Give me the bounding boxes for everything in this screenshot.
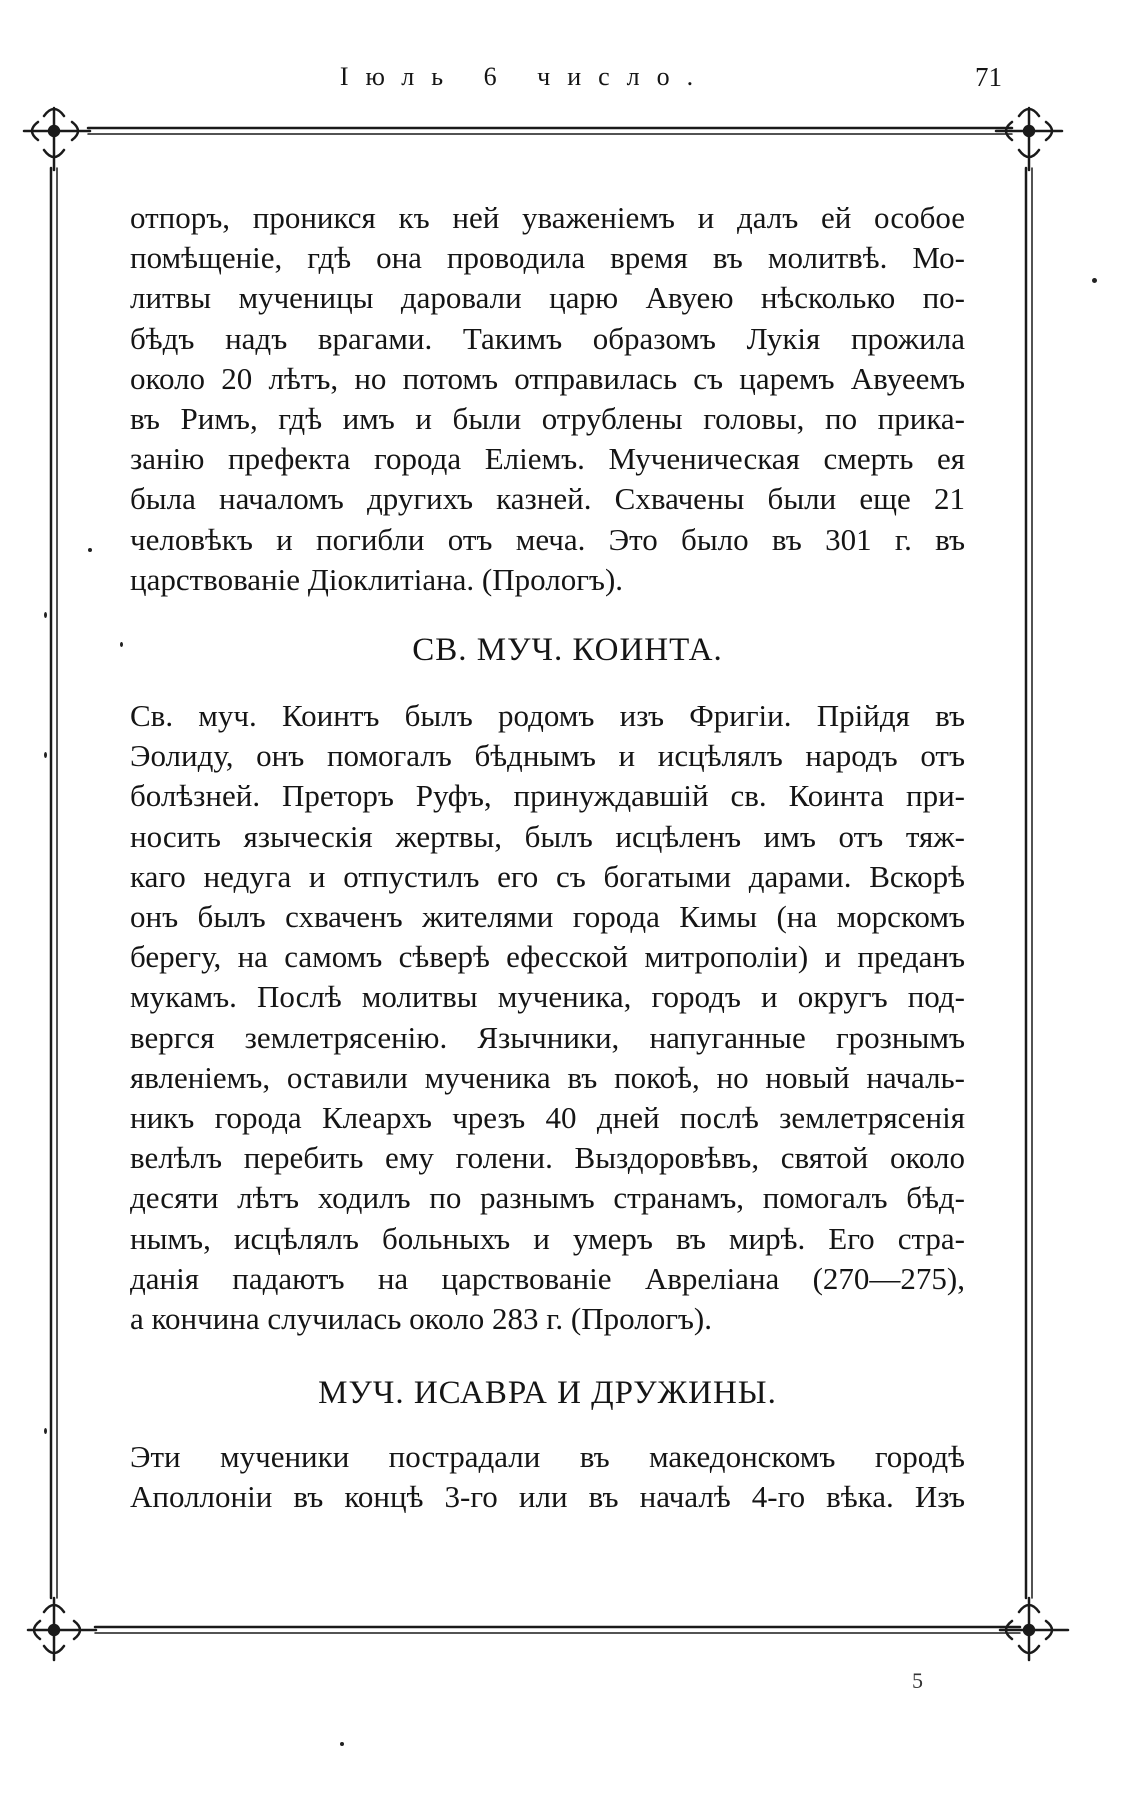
text-line: отпоръ, проникся къ ней уваженіемъ и далъ ей особое [130,200,965,235]
text-line: болѣзней. Преторъ Руфъ, принуждавшій св. Коинта при- [130,778,965,814]
text-line: помѣщеніе, гдѣ она проводила время въ молитвѣ. Мо- [130,240,965,276]
text-line: человѣкъ и погибли отъ меча. Это было въ 301 г. въ [130,521,965,557]
paragraph-lukia-ending [130,198,965,600]
text-line: занію префекта города Еліемъ. Мученическая смерть ея [130,441,965,477]
text-line: Аполлоніи въ концѣ 3-го или въ началѣ 4-го вѣка. Изъ [130,1479,965,1515]
corner-ornament-bottom-left [28,1598,96,1660]
text-line: вергся землетрясенію. Язычники, напуганные грознымъ [130,1019,965,1055]
ink-speck [44,752,47,758]
text-line: Св. муч. Коинтъ былъ родомъ изъ Фригіи. Прійдя въ [130,698,965,734]
corner-ornament-top-right [996,108,1062,170]
text-line: въ Римъ, гдѣ имъ и были отрублены головы, по прика- [130,401,965,437]
corner-ornament-bottom-right [1000,1598,1068,1660]
text-line: Эти мученики пострадали въ македонскомъ городѣ [130,1439,965,1475]
text-line: никъ города Клеархъ чрезъ 40 дней послѣ землетрясенія [130,1100,965,1136]
text-line: царствованіе Діоклитіана. (Прологъ). [130,561,624,597]
text-line: каго недуга и отпустилъ его съ богатыми дарами. Вскорѣ [130,858,965,894]
section-heading-koint: СВ. МУЧ. КОИНТА. [412,632,723,669]
ink-speck [88,548,92,552]
text-line: данія падаютъ на царствованіе Авреліана (270—275), [130,1260,965,1296]
text-line: берегу, на самомъ сѣверѣ ефесской митрополіи) и преданъ [130,939,965,975]
running-title: Іюль 6 число. [339,62,711,91]
text-line: десяти лѣтъ ходилъ по разнымъ странамъ, помогалъ бѣд- [130,1180,965,1216]
ink-speck [1092,278,1097,283]
section-heading-isavr: МУЧ. ИСАВРА И ДРУЖИНЫ. [318,1375,777,1412]
text-line: мукамъ. Послѣ молитвы мученика, городъ и округъ под- [130,979,965,1015]
paragraph-isavr [130,1437,965,1517]
text-line: литвы мученицы даровали царю Авуею нѣсколько по- [130,280,965,316]
text-line: бѣдъ надъ врагами. Такимъ образомъ Лукія прожила [130,320,965,356]
text-line: явленіемъ, оставили мученика въ покоѣ, но новый началь- [130,1059,965,1095]
ink-speck [44,612,47,618]
text-line: носить языческія жертвы, былъ исцѣленъ имъ отъ тяж- [130,818,965,854]
page-text [130,198,965,1518]
ink-speck [44,1428,47,1434]
text-line: была началомъ другихъ казней. Схвачены были еще 21 [130,481,965,517]
corner-ornament-top-left [24,108,90,170]
text-line: Эолиду, онъ помогалъ бѣднымъ и исцѣлялъ народъ отъ [130,738,965,774]
text-line: велѣлъ перебить ему голени. Выздоровѣвъ, святой около [130,1140,965,1176]
text-line: нымъ, исцѣлялъ больныхъ и умеръ въ мирѣ. Его стра- [130,1220,965,1256]
signature-mark: 5 [912,1668,923,1693]
ink-speck [340,1742,344,1746]
text-line: онъ былъ схваченъ жителями города Кимы (на морскомъ [130,899,965,935]
text-line: около 20 лѣтъ, но потомъ отправилась съ царемъ Авуеемъ [130,360,965,396]
paragraph-koint [130,696,965,1339]
ink-speck [120,642,123,647]
text-line: а кончина случилась около 283 г. (Прологъ). [130,1301,713,1337]
page-number: 71 [975,62,1002,92]
